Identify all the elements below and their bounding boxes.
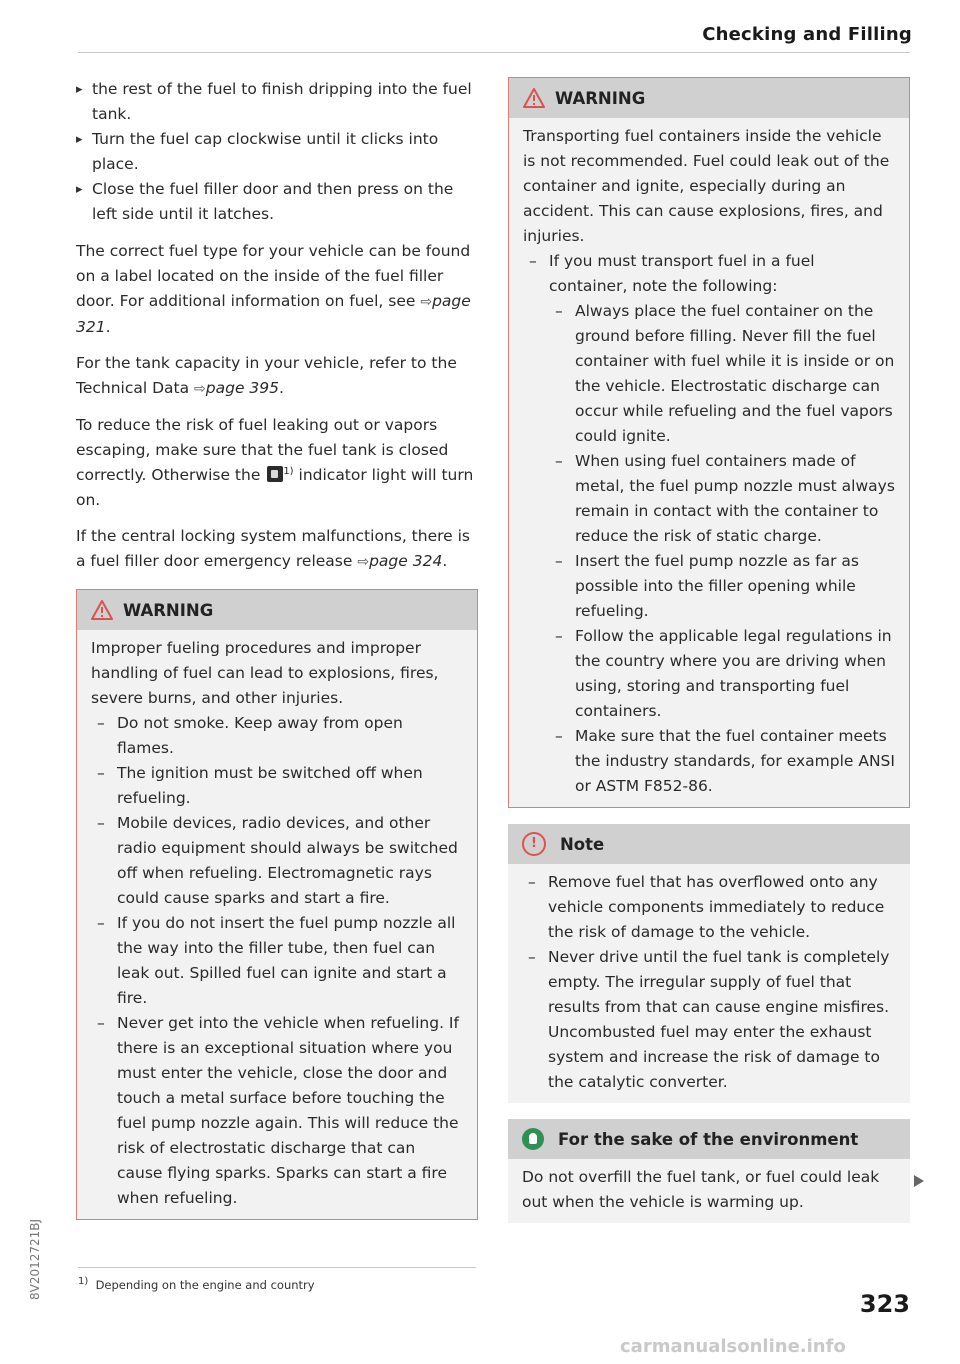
- note-item: – Never drive until the fuel tank is completely empty. The irregular supply of fuel that results from that can cause engine misfires. Uncombusted fuel may enter the exhaust system and increase the risk of damage to the catalytic converter.: [522, 945, 896, 1095]
- paragraph-tank-capacity: For the tank capacity in your vehicle, refer to the Technical Data ⇨page 395.: [76, 354, 457, 397]
- note-header: ! Note: [508, 824, 910, 864]
- warning-subitem: – Follow the applicable legal regulations in the country where you are driving when using, storing and transporting fuel containers.: [549, 624, 895, 724]
- page-number: 323: [859, 1290, 910, 1318]
- leaf-icon: [522, 1128, 544, 1150]
- warning-header: WARNING: [508, 77, 910, 118]
- warning-item: – If you do not insert the fuel pump nozzle all the way into the filler tube, then fuel can leak out. Spilled fuel can ignite and start a fire.: [91, 911, 463, 1011]
- watermark: carmanualsonline.info: [620, 1336, 846, 1357]
- warning-triangle-icon: [91, 600, 113, 620]
- warning-subitem: – Always place the fuel container on the ground before filling. Never fill the fuel container with fuel while it is inside or on the vehicle. Electrostatic discharge can occur while refueling and the fuel vapors could ignite.: [549, 299, 895, 449]
- warning-subitem: – Make sure that the fuel container meets the industry standards, for example ANSI or ASTM F852-86.: [549, 724, 895, 799]
- warning-body: Transporting fuel containers inside the vehicle is not recommended. Fuel could leak out of the container and ignite, especially during an accident. This can cause explosions, fires, and injuries. – If you must transport fuel in a fuel container, note the following: – Always place the fuel container on the ground before filling. Never fill the fuel container with fuel while it is inside or on the vehicle. Electrostatic discharge can occur while refueling and the fuel vapors could ignite. – When using fuel containers made of metal, the fuel pump nozzle must always remain in contact with the container to reduce the risk of static charge. – Insert the fuel pump nozzle as far as possible into the filler opening while refueling. – Follow the applicable legal regulations in the country where you are driving when using, storing and transporting fuel containers. – Make sure that the fuel container meets the industry standards, for example ANSI or ASTM F852-86.: [508, 118, 910, 808]
- header-divider: [78, 52, 910, 53]
- instruction-item: ▸ Turn the fuel cap clockwise until it clicks into place.: [76, 127, 478, 177]
- warning-box-fueling: [76, 589, 478, 1220]
- right-column: [508, 77, 910, 1239]
- warning-triangle-icon: [523, 88, 545, 108]
- instruction-item: ▸ Close the fuel filler door and then press on the left side until it latches.: [76, 177, 478, 227]
- note-item: – Remove fuel that has overflowed onto any vehicle components immediately to reduce the risk of damage to the vehicle.: [522, 870, 896, 945]
- environment-body: Do not overfill the fuel tank, or fuel could leak out when the vehicle is warming up.: [508, 1159, 910, 1223]
- arrow-right-icon: ⇨: [420, 294, 433, 310]
- environment-header: For the sake of the environment: [508, 1119, 910, 1159]
- page-header: Checking and Filling: [702, 24, 912, 45]
- warning-item: – Mobile devices, radio devices, and other radio equipment should always be switched off when refueling. Electromagnetic rays could cause sparks and start a fire.: [91, 811, 463, 911]
- warning-body: Improper fueling procedures and improper handling of fuel can lead to explosions, fires, severe burns, and other injuries. – Do not smoke. Keep away from open flames. – The ignition must be switched off when refueling. – Mobile devices, radio devices, and other radio equipment should always be switched off when refueling. Electromagnetic rays could cause sparks and start a fire. – If you do not insert the fuel pump nozzle all the way into the filler tube, then fuel can leak out. Spilled fuel can ignite and start a fire. – Never get into the vehicle when refueling. If there is an exceptional situation where you must enter the vehicle, close the door and touch a metal surface before touching the fuel pump nozzle again. This will reduce the risk of electrostatic discharge that can cause flying sparks. Sparks can start a fire when refueling.: [76, 630, 478, 1220]
- warning-header: WARNING: [76, 589, 478, 630]
- warning-subitem: – When using fuel containers made of metal, the fuel pump nozzle must always remain in contact with the container to reduce the risk of static charge.: [549, 449, 895, 549]
- document-id: 8V2012721BJ: [28, 1218, 42, 1300]
- warning-item: – If you must transport fuel in a fuel container, note the following: – Always place the fuel container on the ground before filling. Never fill the fuel container with fuel while it is inside or on the vehicle. Electrostatic discharge can occur while refueling and the fuel vapors could ignite. – When using fuel containers made of metal, the fuel pump nozzle must always remain in contact with the container to reduce the risk of static charge. – Insert the fuel pump nozzle as far as possible into the filler opening while refueling. – Follow the applicable legal regulations in the country where you are driving when using, storing and transporting fuel containers. – Make sure that the fuel container meets the industry standards, for example ANSI or ASTM F852-86.: [523, 249, 895, 799]
- left-column: [76, 77, 478, 1236]
- warning-item: – The ignition must be switched off when refueling.: [91, 761, 463, 811]
- warning-box-containers: [508, 77, 910, 808]
- warning-list: [91, 711, 463, 1211]
- fuel-indicator-icon: [267, 466, 283, 482]
- warning-item: – Do not smoke. Keep away from open flames.: [91, 711, 463, 761]
- page-reference-link[interactable]: ⇨page 395: [194, 379, 280, 397]
- note-box: [508, 824, 910, 1103]
- footnote: $^{1)}$ Depending on the engine and country: [78, 1276, 315, 1292]
- paragraph-fuel-type: The correct fuel type for your vehicle can be found on a label located on the inside of the fuel filler door. For additional information on fuel, see ⇨page 321.: [76, 242, 471, 336]
- page-reference-link[interactable]: ⇨page 321: [76, 292, 471, 336]
- arrow-right-icon: ⇨: [194, 381, 206, 397]
- paragraph-fuel-tank-closed: To reduce the risk of fuel leaking out or vapors escaping, make sure that the fuel tank is closed correctly. Otherwise the $^{1)}$ indicator light will turn on.: [76, 416, 474, 509]
- footnote-marker: 1): [283, 465, 294, 477]
- warning-subitem: – Insert the fuel pump nozzle as far as possible into the filler opening while refueling.: [549, 549, 895, 624]
- note-body: [508, 864, 910, 1103]
- warning-sublist: [549, 299, 895, 799]
- info-circle-icon: !: [522, 832, 546, 856]
- arrow-right-icon: ⇨: [357, 554, 370, 570]
- footnote-divider: [78, 1267, 476, 1268]
- continue-arrow-icon: [914, 1175, 924, 1187]
- instruction-list: [76, 77, 478, 227]
- page-reference-link[interactable]: ⇨page 324: [357, 552, 443, 570]
- paragraph-emergency-release: If the central locking system malfunctions, there is a fuel filler door emergency release ⇨page 324.: [76, 527, 470, 570]
- environment-box: [508, 1119, 910, 1223]
- instruction-item: ▸ the rest of the fuel to finish dripping into the fuel tank.: [76, 77, 478, 127]
- note-list: [522, 870, 896, 1095]
- warning-list: [523, 249, 895, 799]
- warning-item: – Never get into the vehicle when refueling. If there is an exceptional situation where you must enter the vehicle, close the door and touch a metal surface before touching the fuel pump nozzle again. This will reduce the risk of electrostatic discharge that can cause flying sparks. Sparks can start a fire when refueling.: [91, 1011, 463, 1211]
